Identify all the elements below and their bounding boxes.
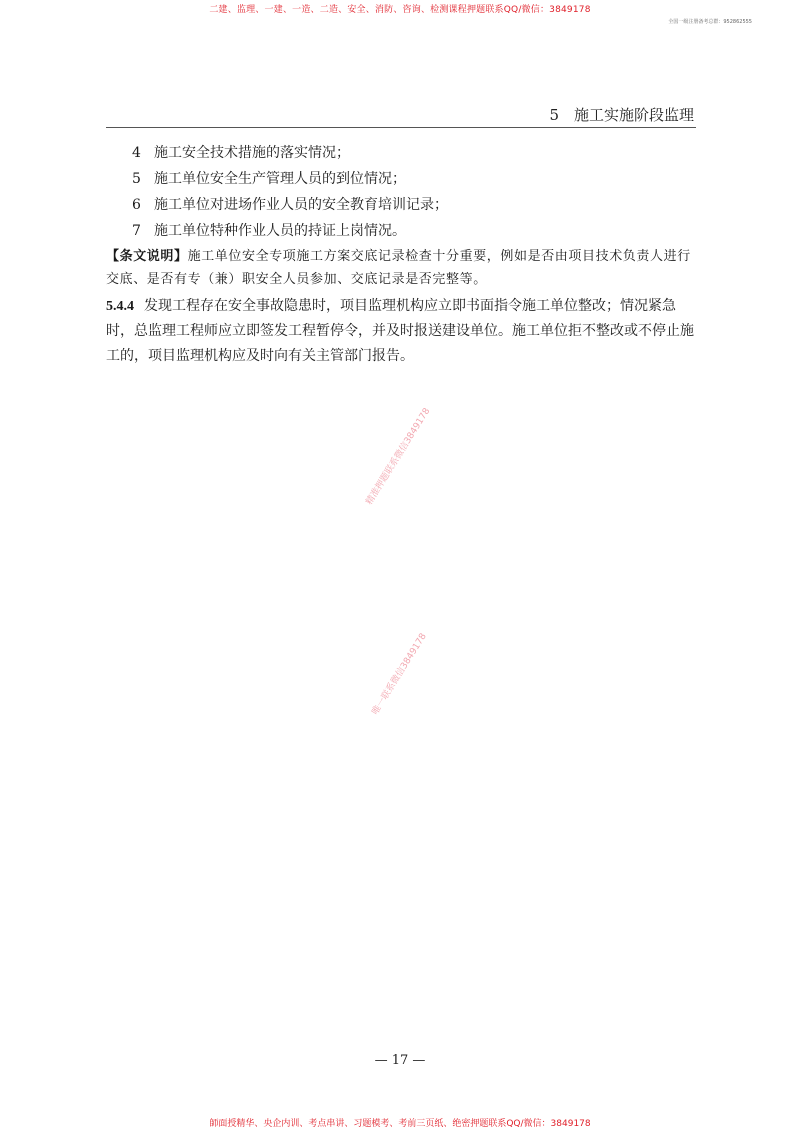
clause-text: 发现工程存在安全事故隐患时，项目监理机构应立即书面指令施工单位整改；情况紧急时，总监理工程师应立即签发工程暂停令，并及时报送建设单位。施工单位拒不整改或不停止施工的，项目监理机构应及时向有关主管部门报告。 [106,298,694,364]
list-item [106,192,698,218]
item-number: 7 [132,223,141,239]
list-item [106,140,698,166]
page-content [106,140,698,369]
item-text: 施工单位对进场作业人员的安全教育培训记录； [154,197,448,213]
clause-explanation [106,245,698,291]
explanation-label: 【条文说明】 [106,249,188,264]
list-item [106,166,698,192]
bottom-promo-banner: 師面授精华、央企内训、考点串讲、习题模考、考前三页纸、绝密押题联系QQ/微信：3849178 [209,1119,591,1129]
page-number: — 17 — [374,1053,426,1068]
corner-note: 全国一级注册备考总群：952862555 [668,19,752,25]
explanation-text: 施工单位安全专项施工方案交底记录检查十分重要，例如是否由项目技术负责人进行交底、是否有专（兼）职安全人员参加、交底记录是否完整等。 [106,249,691,287]
top-promo-banner: 二建、监理、一建、一造、二造、安全、消防、咨询、检测课程押题联系QQ/微信：3849178 [209,5,591,15]
running-header: 5 施工实施阶段监理 [549,106,694,124]
list-item [106,218,698,244]
watermark: 精准押题联系微信3849178 [364,406,433,507]
item-number: 5 [132,171,141,187]
clause-number: 5.4.4 [106,299,134,314]
item-text: 施工单位特种作业人员的持证上岗情况。 [154,223,406,239]
item-text: 施工安全技术措施的落实情况； [154,145,350,161]
item-text: 施工单位安全生产管理人员的到位情况； [154,171,406,187]
clause-paragraph [106,294,698,369]
header-rule [106,127,696,128]
watermark: 唯一联系微信3849178 [370,631,429,717]
item-number: 6 [132,197,141,213]
item-number: 4 [132,145,141,161]
